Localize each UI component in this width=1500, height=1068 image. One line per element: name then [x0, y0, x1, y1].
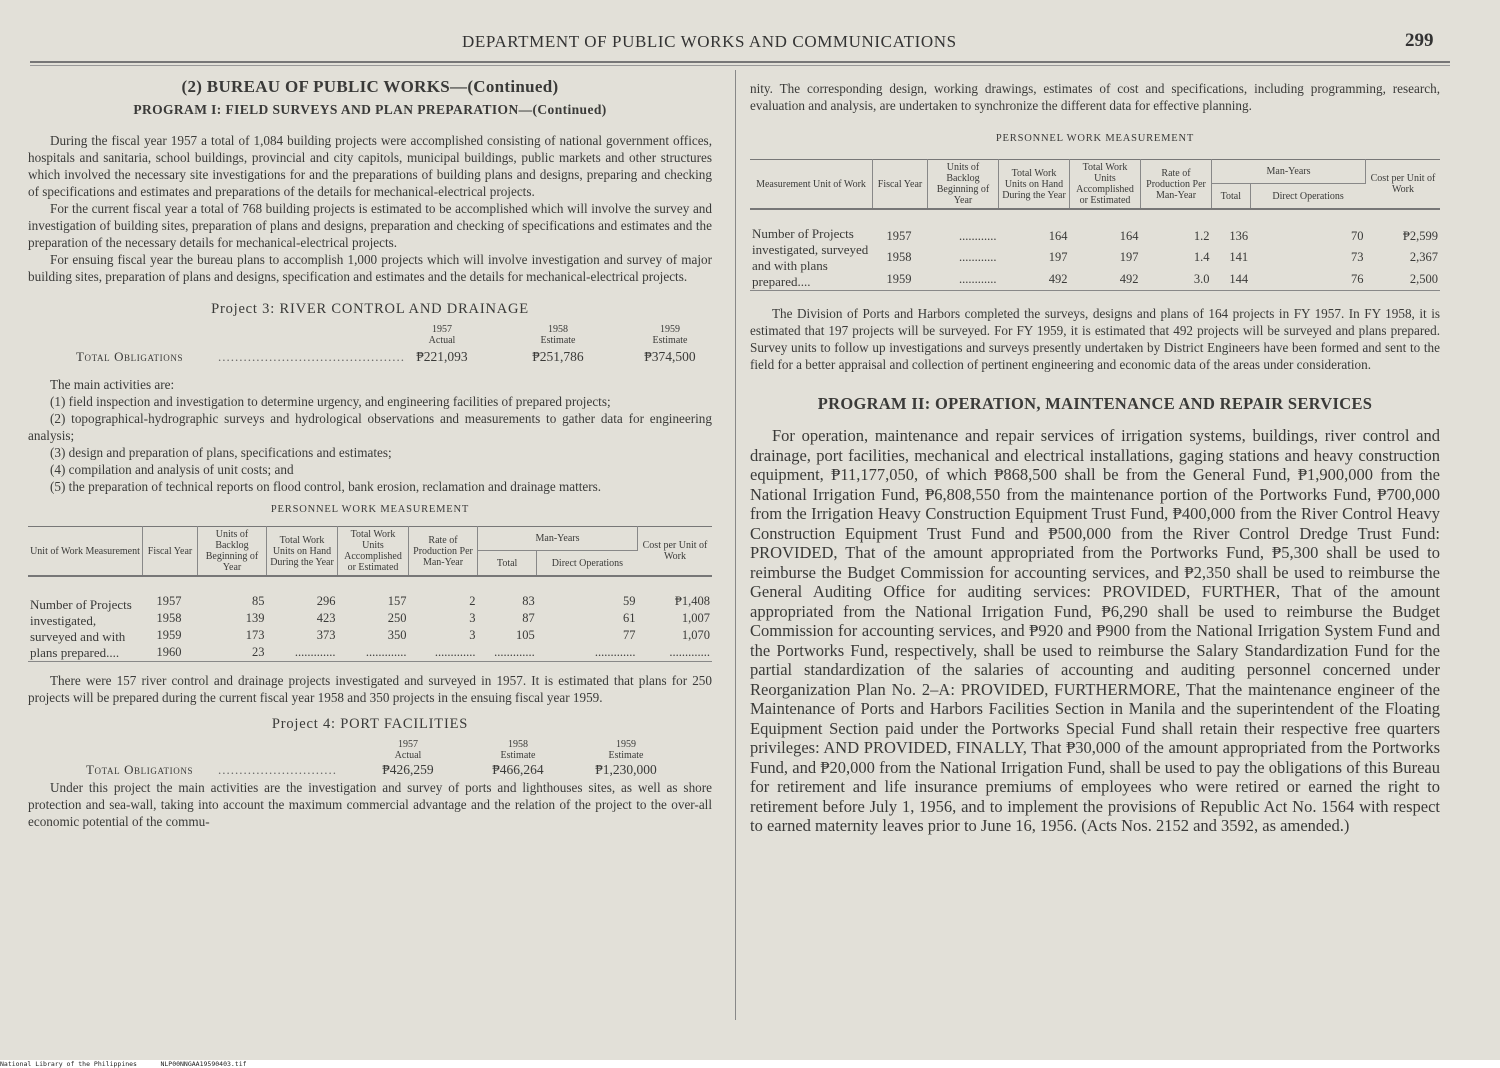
table-row: 1959 ............ 492 492 3.0 144 76 2,500	[886, 271, 1438, 286]
department-title: DEPARTMENT OF PUBLIC WORKS AND COMMUNICATIONS	[462, 32, 957, 51]
header-rule	[30, 61, 1450, 63]
leader-dots: ............................................	[218, 349, 405, 364]
th-backlog: Units of Backlog Beginning of Year	[928, 160, 999, 210]
obligation-1957: ₱221,093	[416, 349, 468, 364]
paragraph: There were 157 river control and drainage projects investigated and surveyed in 1957. It is estimated that plans for 250 projects will be prepared during the current fiscal year 1958 and 350 projects in the ensuing fiscal year 1959.	[28, 673, 712, 705]
activities-intro: The main activities are:	[50, 377, 175, 392]
project-4-title: Project 4: PORT FACILITIES	[271, 716, 469, 732]
th-fiscal-year: Fiscal Year	[873, 160, 928, 210]
leader-dots: ............................	[218, 762, 337, 777]
th-on-hand: Total Work Units on Hand During the Year	[999, 160, 1070, 210]
pwm-title: PERSONNEL WORK MEASUREMENT	[270, 504, 470, 515]
obligation-1959: ₱374,500	[644, 349, 696, 364]
col-head: 1958 Estimate	[540, 324, 576, 346]
th-man-years: Man-Years	[1212, 160, 1366, 184]
total-obligations-label: Total Obligations	[76, 349, 184, 364]
col-head: 1958 Estimate	[500, 739, 536, 761]
th-rate: Rate of Production Per Man-Year	[409, 527, 478, 577]
program-heading: PROGRAM I: FIELD SURVEYS AND PLAN PREPARATION—(Continued)	[133, 102, 607, 117]
table-row: 1958 ............ 197 197 1.4 141 73 2,367	[886, 250, 1438, 265]
pwm-title: PERSONNEL WORK MEASUREMENT	[995, 133, 1195, 144]
activity-item: (1) field inspection and investigation to determine urgency, and engineering facilities of prepared projects;	[50, 394, 611, 409]
paragraph: nity. The corresponding design, working drawings, estimates of cost and specifications, including programming, research, evaluation and analysis, are undertaken to synchronize the different data for effective planning.	[750, 81, 1440, 113]
right-column	[750, 80, 1440, 836]
th-direct: Direct Operations	[551, 557, 624, 569]
activity-label: Number of Projects investigated, surveyed and with plans prepared....	[752, 226, 869, 289]
obligation-1958: ₱251,786	[532, 349, 584, 364]
left-column	[28, 78, 712, 830]
paragraph: Under this project the main activities are the investigation and survey of ports and lighthouses sites, as well as shore protection and sea-wall, taking into account the maximum commercial advantage and the relation of the project to the over-all economic potential of the commu-	[28, 780, 712, 829]
table-row: Number of Projects investigated, surveyed and with plans prepared.... 1957 ............ 164 164 1.2 136 70 ₱2,599	[752, 226, 1438, 289]
column-divider	[735, 70, 736, 1020]
personnel-work-measurement-table	[750, 159, 1440, 291]
page-number: 299	[1405, 30, 1434, 51]
paragraph: For ensuing fiscal year the bureau plans to accomplish 1,000 projects which will involve investigation and survey of major building sites, preparation of plans and designs, specification and estimates and the details for mechanical-electrical projects.	[28, 252, 712, 284]
personnel-work-measurement-table	[28, 526, 712, 662]
th-accomplished: Total Work Units Accomplished or Estimated	[1070, 160, 1141, 210]
total-obligations-label: Total Obligations	[86, 762, 194, 777]
th-fiscal-year: Fiscal Year	[143, 527, 198, 577]
col-head: 1959 Estimate	[652, 324, 688, 346]
file-name: NLP00NNGAA19590403.tif	[160, 1060, 247, 1068]
project-4-obligations	[28, 739, 712, 779]
th-man-years: Man-Years	[478, 527, 638, 551]
th-cost: Cost per Unit of Work	[1370, 173, 1436, 195]
col-head: 1959 Estimate	[608, 739, 644, 761]
th-rate: Rate of Production Per Man-Year	[1141, 160, 1212, 210]
activity-item: (5) the preparation of technical reports on flood control, bank erosion, reclamation and drainage matters.	[50, 479, 602, 494]
bureau-heading: (2) BUREAU OF PUBLIC WORKS—(Continued)	[181, 77, 559, 96]
program-2-heading: PROGRAM II: OPERATION, MAINTENANCE AND REPAIR SERVICES	[817, 394, 1373, 413]
activity-item: (4) compilation and analysis of unit costs; and	[50, 462, 294, 477]
activity-item: (3) design and preparation of plans, specifications and estimates;	[50, 445, 392, 460]
th-unit: Measurement Unit of Work	[750, 160, 873, 210]
paragraph: The Division of Ports and Harbors completed the surveys, designs and plans of 164 projects in FY 1957. In FY 1958, it is estimated that 197 projects will be surveyed. For FY 1959, it is estimated that 492 projects will be surveyed and plans prepared. Survey units to follow up investigations and surveys presently undertaken by District Engineers have been formed and sent to the field for a better appraisal and collection of pertinent engineering and economic data of the areas under consideration.	[750, 306, 1440, 372]
project-3-title: Project 3: RIVER CONTROL AND DRAINAGE	[211, 301, 529, 317]
activity-label: Number of Projects investigated, surveyed and with plans prepared....	[30, 597, 132, 660]
activity-item: (2) topographical-hydrographic surveys and hydrological observations and measurements to gather data for engineering analysis;	[28, 411, 712, 443]
scan-footer	[0, 1060, 1500, 1068]
table-row: 1958 139 423 250 3 87 61 1,007	[156, 611, 710, 625]
project-3-obligations	[28, 324, 712, 372]
col-head: 1957 Actual	[428, 324, 456, 346]
paragraph: During the fiscal year 1957 a total of 1,084 building projects were accomplished consisting of national government offices, hospitals and sanitaria, school buildings, provincial and city capitols, municipal buildings, public markets and other structures which involved the necessary site investigations for and the preparations of building plans and designs, preparing and checking of specifications and estimates and preparations of the details for mechanical-electrical projects.	[28, 133, 712, 199]
th-total: Total	[1212, 184, 1251, 209]
running-header	[0, 32, 1500, 54]
obligation-1957: ₱426,259	[382, 762, 434, 777]
paragraph: For operation, maintenance and repair services of irrigation systems, buildings, river control and drainage, port facilities, mechanical and electrical installations, gaging stations and heavy construction equipment, ₱11,177,050, of which ₱868,500 shall be from the General Fund, ₱1,900,000 from the National Irrigation Fund, ₱6,808,550 from the maintenance portion of the Portworks Fund, ₱700,000 from the Irrigation Heavy Construction Equipment Trust Fund, ₱400,000 from the River Control Heavy Construction Equipment Trust Fund and ₱500,000 from the River Control Dredge Trust Fund: PROVIDED, That of the amount appropriated from the Portworks Fund, ₱5,300 shall be used to reimburse the Budget Commission for accounting services, and ₱2,350 shall be used to reimburse the General Auditing Office for auditing services: PROVIDED, FURTHER, That of the amount appropriated from the National Irrigation Fund, ₱6,290 shall be used to reimburse the Budget Commission for accounting services, and ₱920 and ₱900 from the National Irrigation System Fund and the Portworks Fund, respectively, shall be used to reimburse the Salary Standardization Fund for the partial standardization of the salaries of accounting and auditing personnel concerned under Reorganization Plan No. 2–A: PROVIDED, FURTHERMORE, That the maintenance engineer of the Maintenance of Ports and Harbors Facilities Section in Manila and the superintendent of the Floating Equipment Section paid under the Portworks Special Fund shall retain their respective free quarters privileges: AND PROVIDED, FINALLY, That ₱30,000 of the amount appropriated from the Portworks Fund, and ₱20,000 from the National Irrigation Fund, shall be used to pay the obligations of this Bureau for retirement and life insurance premiums of employees who were retired or earned the right to retirement before July 1, 1956, and to implement the provisions of Republic Act No. 1564 with respect to earned maternity leaves prior to June 16, 1956. (Acts Nos. 2152 and 3592, as amended.)	[750, 426, 1440, 835]
th-accomplished: Total Work Units Accomplished or Estimated	[338, 527, 409, 577]
header-rule-thin	[30, 65, 1450, 66]
col-head: 1957 Actual	[394, 739, 422, 761]
table-row: 1960 23 ............. ............. ............. ............. ............. .............	[156, 645, 710, 659]
th-direct: Direct Operations	[1272, 190, 1344, 202]
th-on-hand: Total Work Units on Hand During the Year	[267, 527, 338, 577]
table-row: 1959 173 373 350 3 105 77 1,070	[156, 628, 710, 642]
obligation-1959: ₱1,230,000	[595, 762, 657, 777]
th-total: Total	[478, 551, 537, 576]
library-credit: National Library of the Philippines	[0, 1060, 137, 1068]
obligation-1958: ₱466,264	[492, 762, 544, 777]
th-unit: Unit of Work Measurement	[28, 527, 143, 577]
th-backlog: Units of Backlog Beginning of Year	[198, 527, 267, 577]
paragraph: For the current fiscal year a total of 768 building projects is estimated to be accomplished which will involve the survey and investigation of building sites, preparation of plans and designs, preparation and checking of specifications and estimates and the preparation of the necessary details for mechanical-electrical projects.	[28, 201, 712, 250]
table-row: Number of Projects investigated, surveyed and with plans prepared.... 1957 85 296 157 2 83 59 ₱1,408	[30, 594, 710, 660]
th-cost: Cost per Unit of Work	[642, 540, 708, 562]
